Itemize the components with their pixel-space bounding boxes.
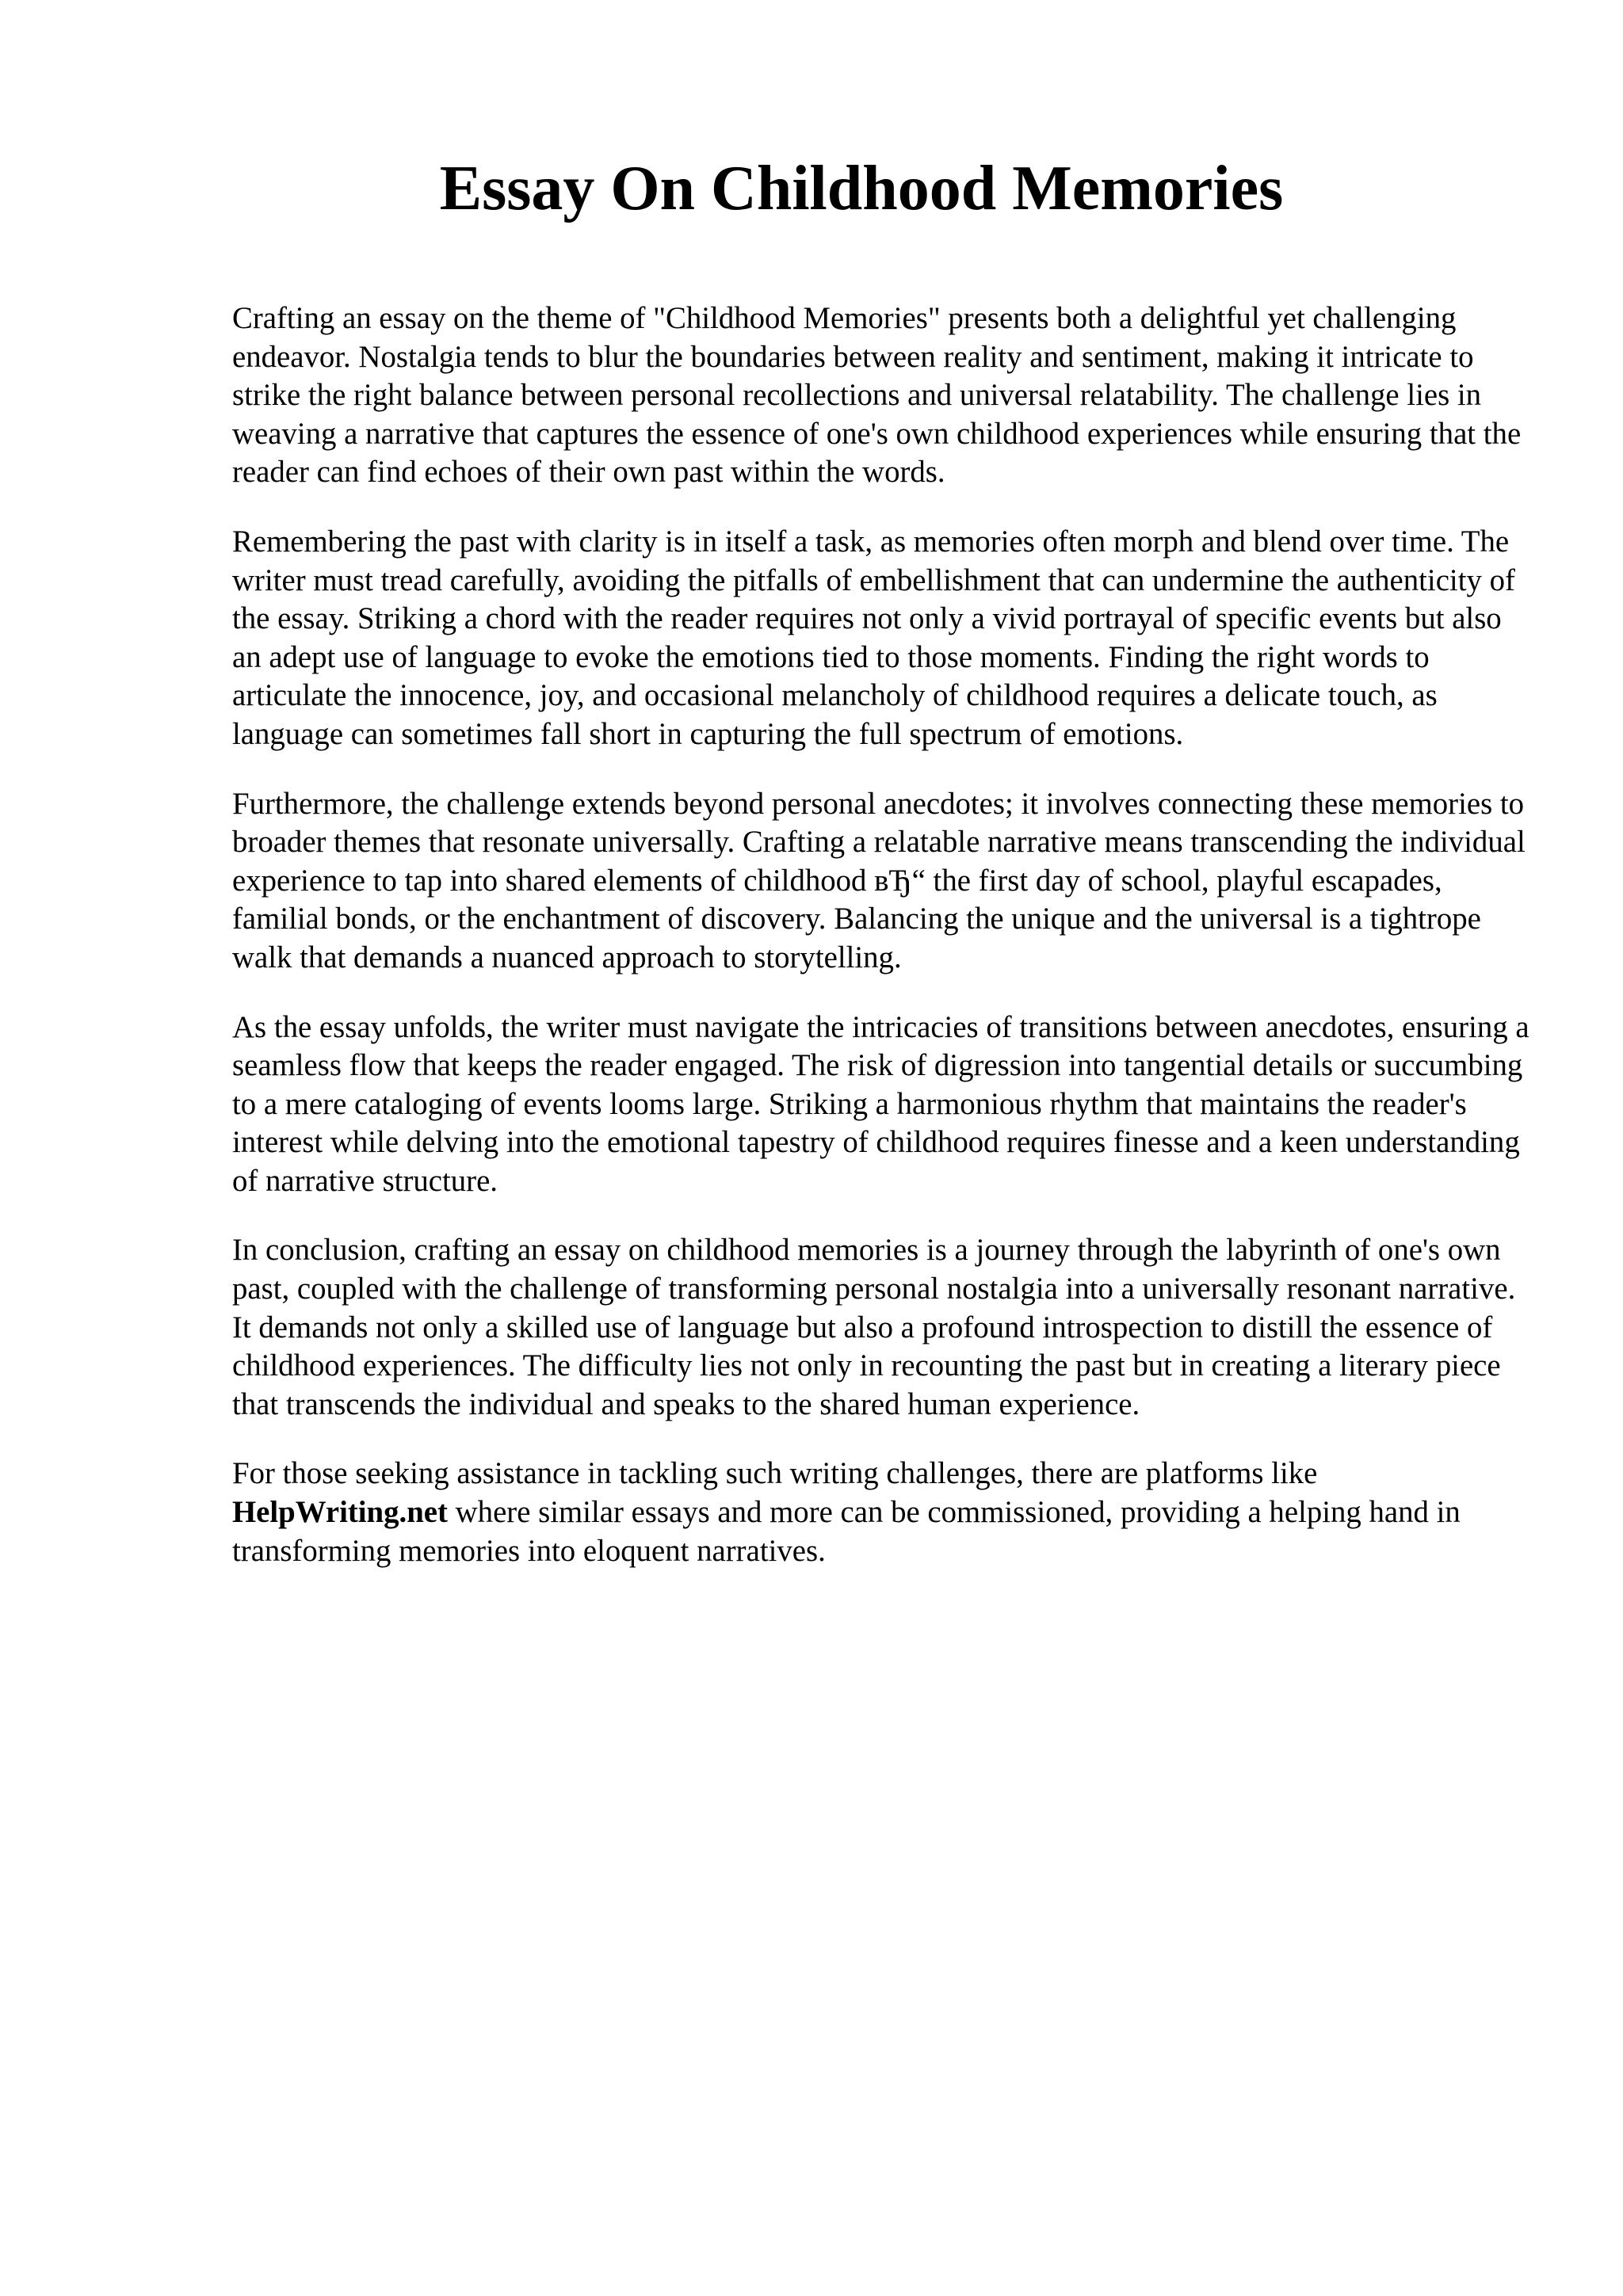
- paragraph-1: Crafting an essay on the theme of "Childhood Memories" presents both a delightful yet challenging endeavor. Nostalgia tends to blur the boundaries between reality and sentiment, making it intricate to strike the right balance between personal recollections and universal relatability. The challenge lies in weaving a narrative that captures the essence of one's own childhood experiences while ensuring that the reader can find echoes of their own past within the words.: [232, 301, 1522, 490]
- paragraph-4: As the essay unfolds, the writer must navigate the intricacies of transitions between anecdotes, ensuring a seamless flow that keeps the reader engaged. The risk of digression into tangential details or succumbing to a mere cataloging of events looms large. Striking a harmonious rhythm that maintains the reader's interest while delving into the emotional tapestry of childhood requires finesse and a keen understanding of narrative structure.: [232, 1009, 1529, 1198]
- closing-text-after: where similar essays and more can be commissioned, providing a helping hand in transforming memories into eloquent narratives.: [232, 1495, 1461, 1568]
- paragraph-5: In conclusion, crafting an essay on childhood memories is a journey through the labyrinth of one's own past, coupled with the challenge of transforming personal nostalgia into a universally resonant narrative. It demands not only a skilled use of language but also a profound introspection to distill the essence of childhood experiences. The difficulty lies not only in recounting the past but in creating a literary piece that transcends the individual and speaks to the shared human experience.: [232, 1233, 1516, 1421]
- closing-text-before: For those seeking assistance in tackling such writing challenges, there are platforms like: [232, 1456, 1318, 1491]
- essay-body: [232, 299, 1532, 1601]
- paragraph-2: Remembering the past with clarity is in itself a task, as memories often morph and blend over time. The writer must tread carefully, avoiding the pitfalls of embellishment that can undermine the authenticity of the essay. Striking a chord with the reader requires not only a vivid portrayal of specific events but also an adept use of language to evoke the emotions tied to those moments. Finding the right words to articulate the innocence, joy, and occasional melancholy of childhood requires a delicate touch, as language can sometimes fall short in capturing the full spectrum of emotions.: [232, 524, 1515, 751]
- page-title: Essay On Childhood Memories: [439, 154, 1284, 223]
- closing-paragraph: [232, 1455, 1532, 1570]
- paragraph-3: Furthermore, the challenge extends beyond personal anecdotes; it involves connecting these memories to broader themes that resonate universally. Crafting a relatable narrative means transcending the individual experience to tap into shared elements of childhood вЂ“ the first day of school, playful escapades, familial bonds, or the enchantment of discovery. Balancing the unique and the universal is a tightrope walk that demands a nuanced approach to storytelling.: [232, 786, 1526, 974]
- helpwriting-link[interactable]: HelpWriting.net: [232, 1495, 448, 1530]
